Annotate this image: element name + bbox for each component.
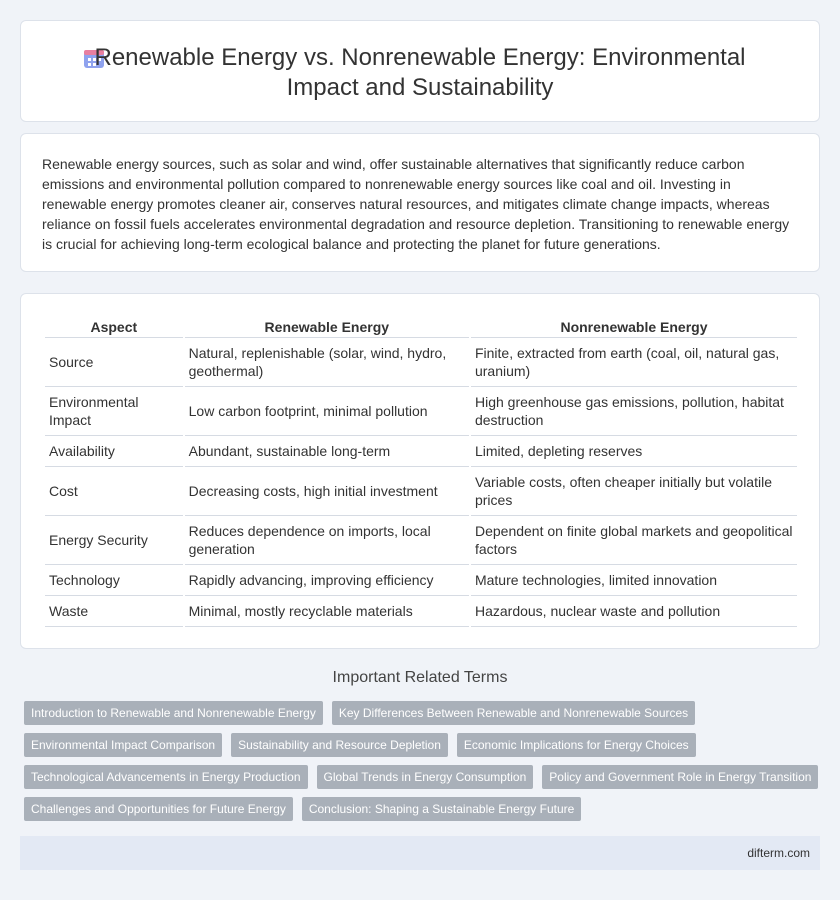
cell-aspect: Waste (45, 596, 183, 627)
cell-renewable: Reduces dependence on imports, local generation (185, 516, 469, 565)
cell-renewable: Abundant, sustainable long-term (185, 436, 469, 467)
table-row (45, 565, 797, 596)
cell-renewable: Natural, replenishable (solar, wind, hydro, geothermal) (185, 338, 469, 387)
table-row (45, 516, 797, 565)
cell-aspect: Energy Security (45, 516, 183, 565)
related-terms-list (24, 701, 824, 829)
cell-aspect: Source (45, 338, 183, 387)
cell-nonrenewable: Hazardous, nuclear waste and pollution (471, 596, 797, 627)
cell-aspect: Technology (45, 565, 183, 596)
cell-nonrenewable: Finite, extracted from earth (coal, oil, natural gas, uranium) (471, 338, 797, 387)
cell-aspect: Availability (45, 436, 183, 467)
footer-bar (20, 836, 820, 870)
table-row (45, 436, 797, 467)
table-row (45, 596, 797, 627)
cell-nonrenewable: Dependent on finite global markets and geopolitical factors (471, 516, 797, 565)
related-term-link[interactable]: Global Trends in Energy Consumption (317, 765, 534, 789)
related-term-link[interactable]: Technological Advancements in Energy Production (24, 765, 308, 789)
cell-nonrenewable: Mature technologies, limited innovation (471, 565, 797, 596)
related-term-link[interactable]: Key Differences Between Renewable and Nonrenewable Sources (332, 701, 695, 725)
related-term-link[interactable]: Challenges and Opportunities for Future Energy (24, 797, 293, 821)
cell-nonrenewable: High greenhouse gas emissions, pollution, habitat destruction (471, 387, 797, 436)
cell-renewable: Low carbon footprint, minimal pollution (185, 387, 469, 436)
related-term-link[interactable]: Economic Implications for Energy Choices (457, 733, 696, 757)
cell-nonrenewable: Variable costs, often cheaper initially but volatile prices (471, 467, 797, 516)
header-card (20, 20, 820, 122)
related-terms-heading: Important Related Terms (332, 669, 508, 686)
cell-nonrenewable: Limited, depleting reserves (471, 436, 797, 467)
cell-renewable: Rapidly advancing, improving efficiency (185, 565, 469, 596)
related-term-link[interactable]: Policy and Government Role in Energy Transition (542, 765, 818, 789)
intro-card (20, 133, 820, 272)
related-term-link[interactable]: Environmental Impact Comparison (24, 733, 222, 757)
table-row (45, 338, 797, 387)
header-renewable: Renewable Energy (185, 316, 469, 338)
cell-renewable: Decreasing costs, high initial investment (185, 467, 469, 516)
intro-paragraph: Renewable energy sources, such as solar and wind, offer sustainable alternatives that significantly reduce carbon emissions and environmental pollution compared to nonrenewable energy sources like coal and oil. Investing in renewable energy promotes cleaner air, conserves natural resources, and mitigates climate change impacts, whereas reliance on fossil fuels accelerates environmental degradation and resource depletion. Transitioning to renewable energy is crucial for achieving long-term ecological balance and protecting the planet for future generations. (42, 156, 790, 252)
related-term-link[interactable]: Conclusion: Shaping a Sustainable Energy Future (302, 797, 582, 821)
cell-renewable: Minimal, mostly recyclable materials (185, 596, 469, 627)
comparison-table (43, 316, 799, 627)
header-aspect: Aspect (45, 316, 183, 338)
related-term-link[interactable]: Introduction to Renewable and Nonrenewable Energy (24, 701, 323, 725)
header-nonrenewable: Nonrenewable Energy (471, 316, 797, 338)
footer-site-name: difterm.com (747, 846, 810, 860)
page-title: Renewable Energy vs. Nonrenewable Energy: Environmental Impact and Sustainability (94, 44, 746, 101)
comparison-table-card (20, 293, 820, 649)
table-row (45, 467, 797, 516)
table-row (45, 387, 797, 436)
cell-aspect: Environmental Impact (45, 387, 183, 436)
related-term-link[interactable]: Sustainability and Resource Depletion (231, 733, 448, 757)
cell-aspect: Cost (45, 467, 183, 516)
